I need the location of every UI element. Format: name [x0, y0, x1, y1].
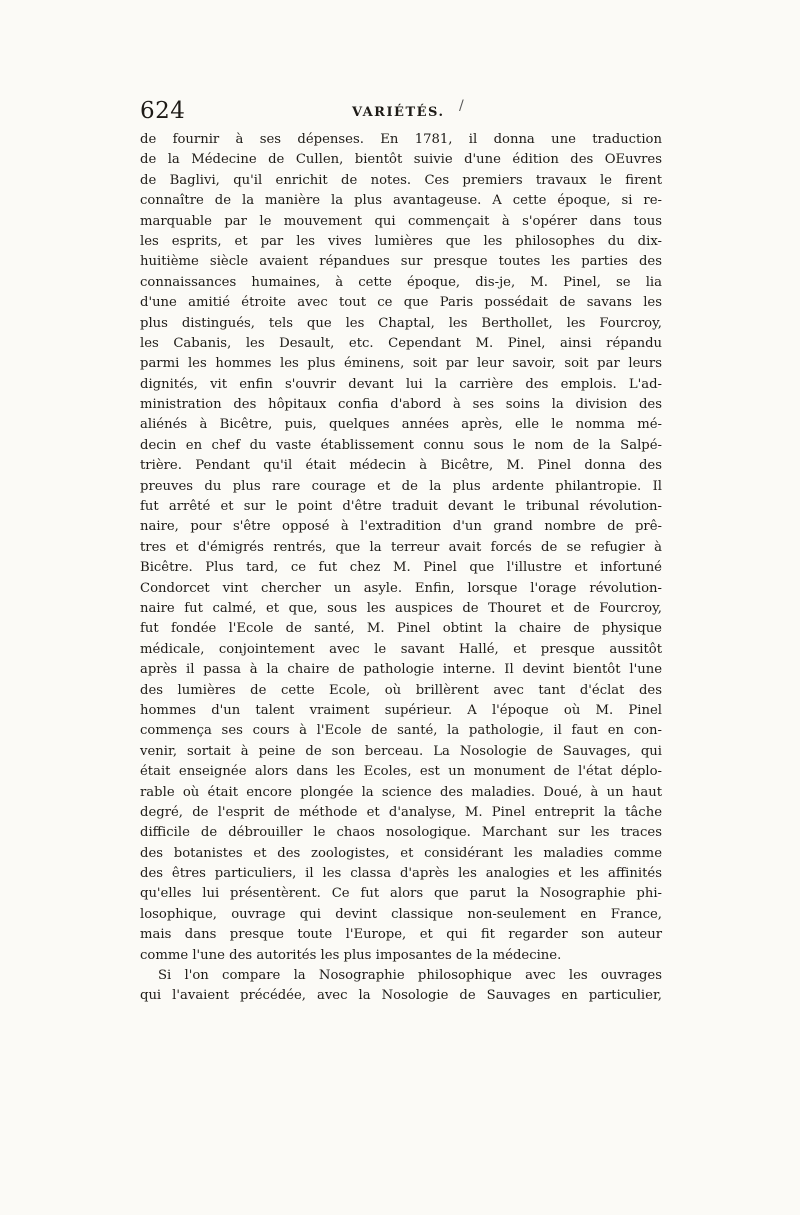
text-line: des botanistes et des zoologistes, et considérant les maladies comme	[140, 845, 662, 861]
page-number: 624	[140, 98, 186, 124]
text-line: dignités, vit enfin s'ouvrir devant lui la carrière des emplois. L'ad-	[140, 376, 662, 392]
text-line: degré, de l'esprit de méthode et d'analyse, M. Pinel entreprit la tâche	[140, 804, 662, 820]
text-line: qui l'avaient précédée, avec la Nosologie de Sauvages en particulier,	[140, 988, 662, 1004]
text-line: ministration des hôpitaux confia d'abord à ses soins la division des	[140, 397, 662, 413]
text-line: huitième siècle avaient répandues sur presque toutes les parties des	[140, 254, 662, 270]
text-line: qu'elles lui présentèrent. Ce fut alors que parut la Nosographie phi-	[140, 886, 662, 902]
text-line: venir, sortait à peine de son berceau. La Nosologie de Sauvages, qui	[140, 743, 662, 759]
text-line-paragraph-start: Si l'on compare la Nosographie philosophique avec les ouvrages	[158, 968, 662, 984]
text-line: preuves du plus rare courage et de la plus ardente philantropie. Il	[140, 478, 662, 494]
text-line: connaissances humaines, à cette époque, dis-je, M. Pinel, se lia	[140, 274, 662, 290]
text-line: des êtres particuliers, il les classa d'après les analogies et les affinités	[140, 866, 662, 882]
text-line: rable où était encore plongée la science des maladies. Doué, à un haut	[140, 784, 662, 800]
text-line: de la Médecine de Cullen, bientôt suivie d'une édition des OEuvres	[140, 152, 662, 168]
text-line: losophique, ouvrage qui devint classique non-seulement en France,	[140, 906, 662, 922]
text-line: trière. Pendant qu'il était médecin à Bicêtre, M. Pinel donna des	[140, 458, 662, 474]
text-line: parmi les hommes les plus éminens, soit par leur savoir, soit par leurs	[140, 356, 662, 372]
text-line: difficile de débrouiller le chaos nosologique. Marchant sur les traces	[140, 825, 662, 841]
text-line: naire fut calmé, et que, sous les auspices de Thouret et de Fourcroy,	[140, 600, 662, 616]
text-line: Condorcet vint chercher un asyle. Enfin, lorsque l'orage révolution-	[140, 580, 662, 596]
text-line: mais dans presque toute l'Europe, et qui fit regarder son auteur	[140, 927, 662, 943]
text-line: fut fondée l'Ecole de santé, M. Pinel obtint la chaire de physique	[140, 621, 662, 637]
text-line: hommes d'un talent vraiment supérieur. A l'époque où M. Pinel	[140, 702, 662, 718]
text-line-paragraph-end: comme l'une des autorités les plus imposantes de la médecine.	[140, 947, 562, 963]
text-line: tres et d'émigrés rentrés, que la terreur avait forcés de se refugier à	[140, 539, 662, 555]
text-line: aliénés à Bicêtre, puis, quelques années après, elle le nomma mé-	[140, 417, 662, 433]
text-line: de Baglivi, qu'il enrichit de notes. Ces premiers travaux le firent	[140, 172, 662, 188]
text-line: les esprits, et par les vives lumières que les philosophes du dix-	[140, 233, 662, 249]
text-line: naire, pour s'être opposé à l'extradition d'un grand nombre de prê-	[140, 519, 662, 535]
page-header	[140, 98, 662, 128]
text-line: d'une amitié étroite avec tout ce que Paris possédait de savans les	[140, 295, 662, 311]
text-line: plus distingués, tels que les Chaptal, les Berthollet, les Fourcroy,	[140, 315, 662, 331]
stray-mark: /	[459, 98, 464, 114]
text-line: des lumières de cette Ecole, où brillèrent avec tant d'éclat des	[140, 682, 662, 698]
body-text	[140, 130, 662, 1007]
text-line: decin en chef du vaste établissement connu sous le nom de la Salpé-	[140, 437, 662, 453]
text-line: connaître de la manière la plus avantageuse. A cette époque, si re-	[140, 193, 662, 209]
text-line: de fournir à ses dépenses. En 1781, il donna une traduction	[140, 132, 662, 147]
running-head: VARIÉTÉS.	[352, 105, 445, 120]
text-line: après il passa à la chaire de pathologie interne. Il devint bientôt l'une	[140, 662, 662, 678]
text-line: Bicêtre. Plus tard, ce fut chez M. Pinel que l'illustre et infortuné	[140, 560, 662, 576]
text-line: médicale, conjointement avec le savant Hallé, et presque aussitôt	[140, 641, 662, 657]
text-line: fut arrêté et sur le point d'être traduit devant le tribunal révolution-	[140, 499, 662, 515]
text-line: les Cabanis, les Desault, etc. Cependant M. Pinel, ainsi répandu	[140, 335, 662, 351]
text-line: était enseignée alors dans les Ecoles, est un monument de l'état déplo-	[140, 764, 662, 780]
text-line: commença ses cours à l'Ecole de santé, la pathologie, il faut en con-	[140, 723, 662, 739]
text-line: marquable par le mouvement qui commençait à s'opérer dans tous	[140, 213, 662, 229]
